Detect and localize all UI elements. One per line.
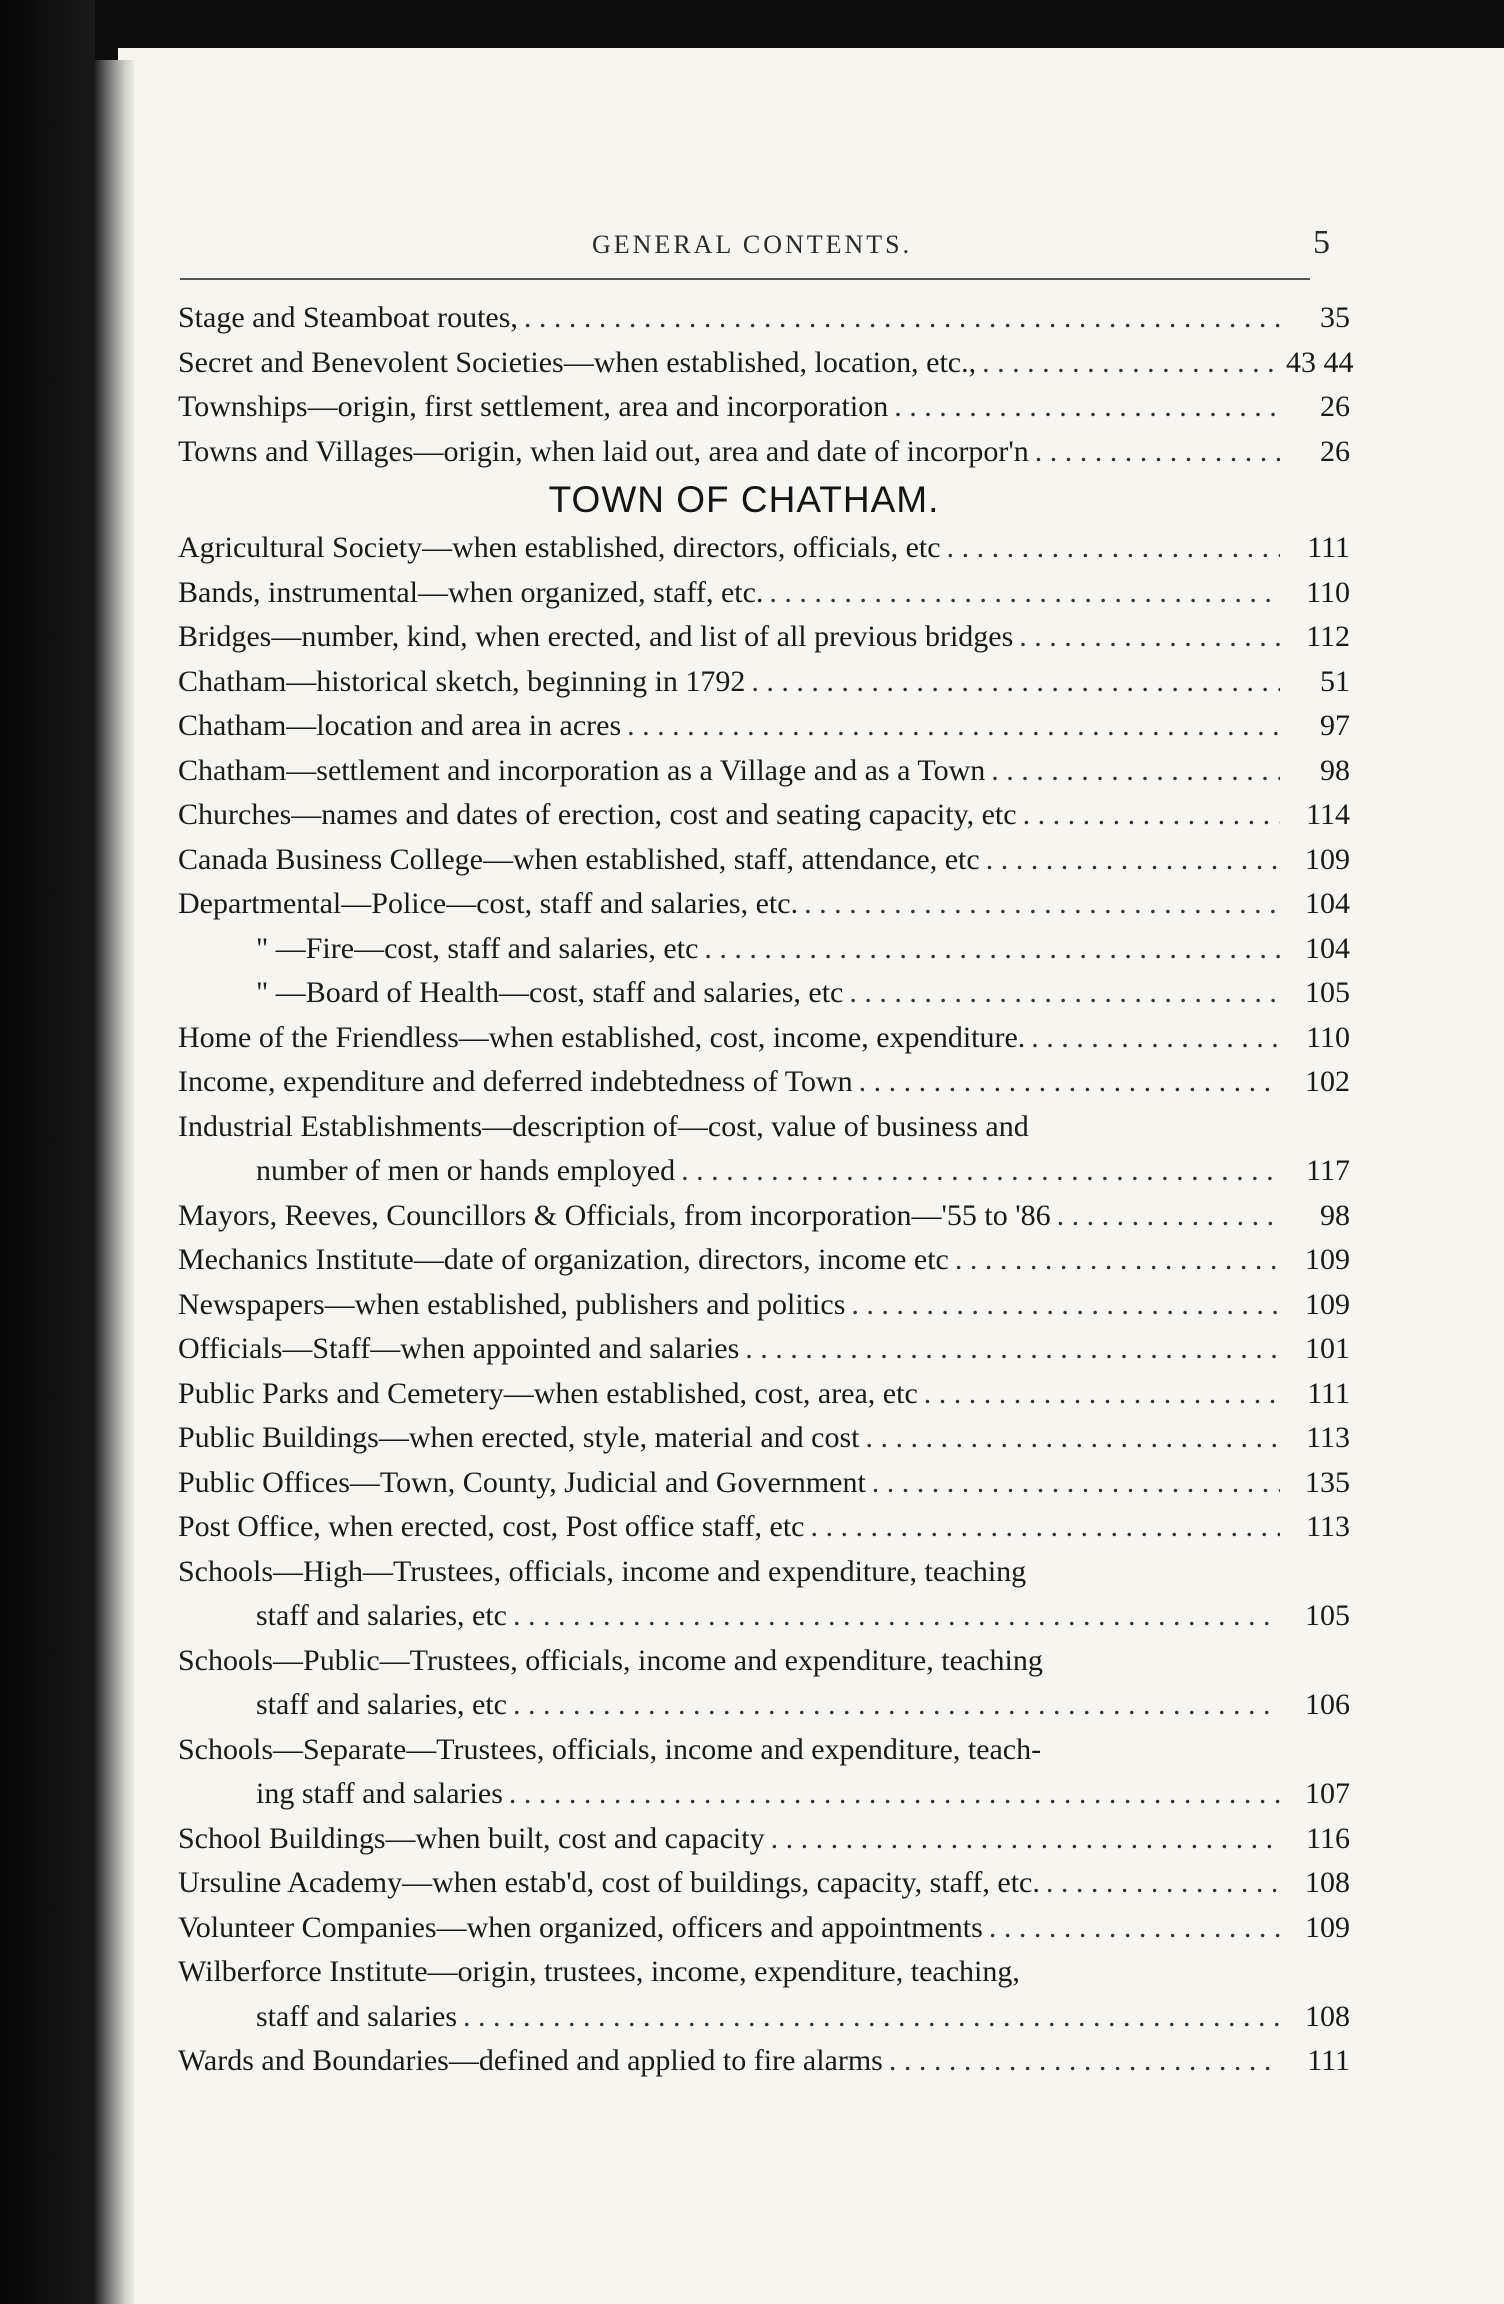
toc-entry [178, 927, 1350, 972]
toc-entry [178, 749, 1350, 794]
toc-page-number: 104 [1305, 887, 1350, 920]
toc-entry-text: Chatham—location and area in acres [178, 709, 622, 742]
leader-dots [1057, 1194, 1280, 1239]
toc-entry-text: Chatham—settlement and incorporation as a Village and as a Town [178, 753, 986, 787]
toc-entry [178, 704, 1350, 749]
book-gutter-shadow [95, 60, 135, 2304]
toc-entry-text: Home of the Friendless—when established, cost, income, expenditure. [178, 1020, 1026, 1054]
toc-entry-continuation [178, 1772, 1350, 1817]
toc-page-number: 112 [1306, 620, 1350, 653]
toc-page-number: 105 [1305, 976, 1350, 1009]
leader-dots [810, 1505, 1280, 1550]
toc-entry [178, 1728, 1350, 1773]
leader-dots [681, 1149, 1280, 1194]
toc-page-number: 111 [1307, 1376, 1350, 1410]
toc-entry-text: Ursuline Academy—when estab'd, cost of buildings, capacity, staff, etc. [178, 1866, 1040, 1899]
leader-dots [745, 1327, 1280, 1372]
leader-dots [1035, 430, 1280, 475]
leader-dots [859, 1060, 1280, 1105]
toc-entry-text: number of men or hands employed [256, 1154, 676, 1187]
toc-page-number: 108 [1305, 1866, 1350, 1899]
toc-entry-text: ing staff and salaries [256, 1777, 503, 1810]
toc-entry-text: Chatham—historical sketch, beginning in 1792 [178, 664, 746, 698]
toc-page-number: 110 [1306, 575, 1350, 609]
toc-entry [178, 1327, 1350, 1372]
toc-page-number: 116 [1306, 1821, 1350, 1855]
toc-page-number: 135 [1305, 1465, 1350, 1499]
toc-entry-text: Bridges—number, kind, when erected, and list of all previous bridges [178, 620, 1014, 653]
toc-page-number: 110 [1306, 1020, 1350, 1054]
leader-dots [851, 1283, 1280, 1328]
toc-entry [178, 1906, 1350, 1951]
scan-dark-margin [0, 0, 95, 2304]
toc-page-number: 97 [1320, 709, 1350, 742]
toc-entry-text: Schools—Public—Trustees, officials, income and expenditure, teaching [178, 1643, 1043, 1677]
toc-entry-text: Schools—Separate—Trustees, officials, income and expenditure, teach- [178, 1732, 1042, 1766]
toc-entry [178, 838, 1350, 883]
leader-dots [1031, 1016, 1280, 1061]
leader-dots [513, 1594, 1280, 1639]
toc-entry-text: Officials—Staff—when appointed and salaries [178, 1332, 740, 1365]
toc-page-number: 109 [1305, 842, 1350, 876]
toc-entry [178, 1194, 1350, 1239]
leader-dots [866, 1416, 1280, 1461]
toc-entry-text: Post Office, when erected, cost, Post office staff, etc [178, 1510, 805, 1543]
leader-dots [524, 296, 1280, 341]
toc-page-number: 117 [1306, 1154, 1350, 1187]
toc-entry [178, 571, 1350, 616]
toc-entry-text: Churches—names and dates of erection, cost and seating capacity, etc [178, 798, 1017, 831]
toc-entry [178, 1861, 1350, 1906]
toc-entry-text: Wards and Boundaries—defined and applied to fire alarms [178, 2044, 883, 2077]
leader-dots [982, 341, 1280, 386]
toc-entry [178, 1461, 1350, 1506]
toc-chatham-list [178, 526, 1350, 2084]
toc-page-number: 105 [1305, 1599, 1350, 1632]
toc-page-number: 98 [1320, 1198, 1350, 1232]
toc-entry [178, 1950, 1350, 1995]
toc-page-number: 109 [1305, 1910, 1350, 1944]
leader-dots [991, 749, 1280, 794]
toc-entry [178, 615, 1350, 660]
toc-entry [178, 1550, 1350, 1595]
toc-page-number: 113 [1306, 1421, 1350, 1454]
toc-entry-text: Townships—origin, first settlement, area and incorporation [178, 390, 889, 423]
toc-entry-text: Schools—High—Trustees, officials, income and expenditure, teaching [178, 1554, 1027, 1588]
leader-dots [849, 971, 1280, 1016]
toc-entry [178, 430, 1350, 475]
toc-entry [178, 385, 1350, 430]
toc-page-number: 109 [1305, 1243, 1350, 1276]
toc-entry [178, 1505, 1350, 1550]
toc-entry-text: staff and salaries, etc [256, 1599, 508, 1632]
toc-entry [178, 793, 1350, 838]
toc-page-number: 98 [1320, 753, 1350, 787]
toc-entry-continuation [178, 1683, 1350, 1728]
leader-dots [924, 1372, 1280, 1417]
toc-page-number: 108 [1305, 1999, 1350, 2033]
toc-entry-text: Secret and Benevolent Societies—when established, location, etc., [178, 345, 977, 379]
toc-general-list [178, 296, 1354, 474]
leader-dots [751, 660, 1280, 705]
toc-entry [178, 296, 1350, 341]
leader-dots [509, 1772, 1280, 1817]
toc-entry [178, 1283, 1350, 1328]
toc-entry-text: Industrial Establishments—description of—cost, value of business and [178, 1109, 1029, 1143]
toc-entry [178, 341, 1354, 386]
leader-dots [704, 927, 1280, 972]
toc-entry [178, 1016, 1350, 1061]
toc-entry-text: staff and salaries, etc [256, 1688, 508, 1721]
section-heading: TOWN OF CHATHAM. [548, 479, 940, 520]
toc-page-number: 26 [1320, 434, 1350, 468]
toc-entry-text: Income, expenditure and deferred indebtedness of Town [178, 1065, 853, 1098]
toc-entry [178, 1639, 1350, 1684]
toc-entry-text: Public Parks and Cemetery—when established, cost, area, etc [178, 1376, 918, 1410]
toc-entry-text: Wilberforce Institute—origin, trustees, income, expenditure, teaching, [178, 1955, 1020, 1988]
toc-entry [178, 1238, 1350, 1283]
leader-dots [771, 1817, 1280, 1862]
toc-entry-text: Public Offices—Town, County, Judicial and Government [178, 1465, 866, 1499]
toc-page-number: 51 [1320, 664, 1350, 698]
toc-entry-text: " —Board of Health—cost, staff and salaries, etc [256, 976, 844, 1009]
table-of-contents [178, 296, 1354, 2084]
leader-dots [955, 1238, 1280, 1283]
toc-page-number: 26 [1320, 390, 1350, 423]
toc-entry [178, 971, 1350, 1016]
toc-entry [178, 1416, 1350, 1461]
toc-entry-text: Mechanics Institute—date of organization, directors, income etc [178, 1243, 949, 1276]
toc-entry-text: School Buildings—when built, cost and capacity [178, 1821, 765, 1855]
leader-dots [513, 1683, 1280, 1728]
leader-dots [989, 1906, 1280, 1951]
leader-dots [894, 385, 1280, 430]
toc-page-number: 113 [1306, 1510, 1350, 1543]
page-number: 5 [1313, 224, 1330, 261]
leader-dots [889, 2039, 1280, 2084]
toc-entry-text: Public Buildings—when erected, style, material and cost [178, 1421, 860, 1454]
toc-entry-text: Newspapers—when established, publishers and politics [178, 1287, 846, 1321]
toc-entry-text: Agricultural Society—when established, directors, officials, etc [178, 531, 941, 564]
page-header [180, 224, 1330, 270]
toc-entry [178, 526, 1350, 571]
running-head: GENERAL CONTENTS. [592, 230, 913, 259]
toc-page-number: 114 [1306, 798, 1350, 831]
toc-page-number: 35 [1320, 301, 1350, 334]
toc-entry [178, 1105, 1350, 1150]
leader-dots [986, 838, 1280, 883]
toc-entry [178, 882, 1350, 927]
toc-entry-text: " —Fire—cost, staff and salaries, etc [256, 931, 699, 965]
toc-page-number: 109 [1305, 1287, 1350, 1321]
toc-entry-text: staff and salaries [256, 1999, 458, 2033]
toc-entry-continuation [178, 1995, 1350, 2040]
leader-dots [463, 1995, 1280, 2040]
toc-entry-text: Canada Business College—when established, staff, attendance, etc [178, 842, 980, 876]
toc-entry-text: Bands, instrumental—when organized, staff, etc. [178, 575, 764, 609]
leader-dots [1046, 1861, 1280, 1906]
toc-page-number: 101 [1305, 1332, 1350, 1365]
toc-entry-text: Departmental—Police—cost, staff and salaries, etc. [178, 887, 799, 920]
toc-entry [178, 2039, 1350, 2084]
leader-dots [769, 571, 1280, 616]
toc-page-number: 104 [1305, 931, 1350, 965]
toc-entry [178, 1817, 1350, 1862]
toc-page-number: 106 [1305, 1688, 1350, 1721]
toc-entry-continuation [178, 1149, 1350, 1194]
toc-entry [178, 1372, 1350, 1417]
leader-dots [627, 704, 1280, 749]
toc-entry [178, 660, 1350, 705]
toc-entry-text: Mayors, Reeves, Councillors & Officials, from incorporation—'55 to '86 [178, 1198, 1051, 1232]
leader-dots [804, 882, 1280, 927]
toc-entry-text: Stage and Steamboat routes, [178, 301, 518, 334]
toc-entry-text: Volunteer Companies—when organized, officers and appointments [178, 1910, 983, 1944]
toc-entry-continuation [178, 1594, 1350, 1639]
toc-page-number: 102 [1305, 1065, 1350, 1098]
leader-dots [872, 1461, 1280, 1506]
toc-page-number: 43 44 [1286, 345, 1354, 379]
toc-page-number: 111 [1307, 2044, 1350, 2077]
toc-entry [178, 1060, 1350, 1105]
header-rule [180, 278, 1310, 280]
leader-dots [1019, 615, 1280, 660]
leader-dots [947, 526, 1280, 571]
leader-dots [1023, 793, 1280, 838]
toc-page-number: 107 [1305, 1777, 1350, 1810]
toc-entry-text: Towns and Villages—origin, when laid out, area and date of incorpor'n [178, 434, 1029, 468]
toc-page-number: 111 [1307, 531, 1350, 564]
